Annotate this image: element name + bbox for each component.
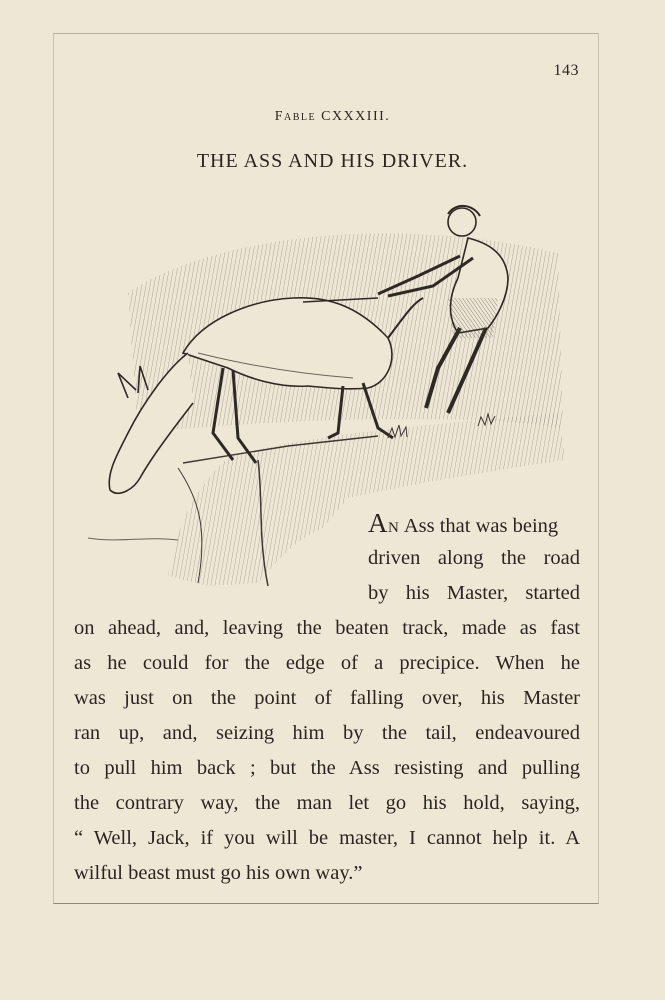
text-line-7: ran up, and, seizing him by the tail, endeavoured [74, 722, 580, 744]
line-1-lead [368, 506, 558, 540]
text-line-5: as he could for the edge of a precipice. When he [74, 652, 580, 674]
text-line-2: driven along the road [368, 547, 580, 569]
text-line-9: the contrary way, the man let go his hold, saying, [74, 792, 580, 814]
fable-title: THE ASS AND HIS DRIVER. [196, 150, 469, 172]
text-line-10: “ Well, Jack, if you will be master, I cannot help it. A [74, 827, 580, 849]
fable-number: Fable CXXXIII. [274, 109, 391, 124]
text-line-6: was just on the point of falling over, his Master [74, 687, 580, 709]
page-number: 143 [553, 62, 579, 79]
text-line-3: by his Master, started [368, 582, 580, 604]
text-line-11: wilful beast must go his own way.” [74, 862, 363, 884]
drop-cap-rest: N [388, 520, 400, 536]
text-line-1 [368, 506, 580, 540]
text-line-4: on ahead, and, leaving the beaten track, made as fast [74, 617, 580, 639]
line-1-text: Ass that was being [399, 515, 559, 537]
text-line-8: to pull him back ; but the Ass resisting and pulling [74, 757, 580, 779]
drop-cap: A [368, 508, 388, 538]
